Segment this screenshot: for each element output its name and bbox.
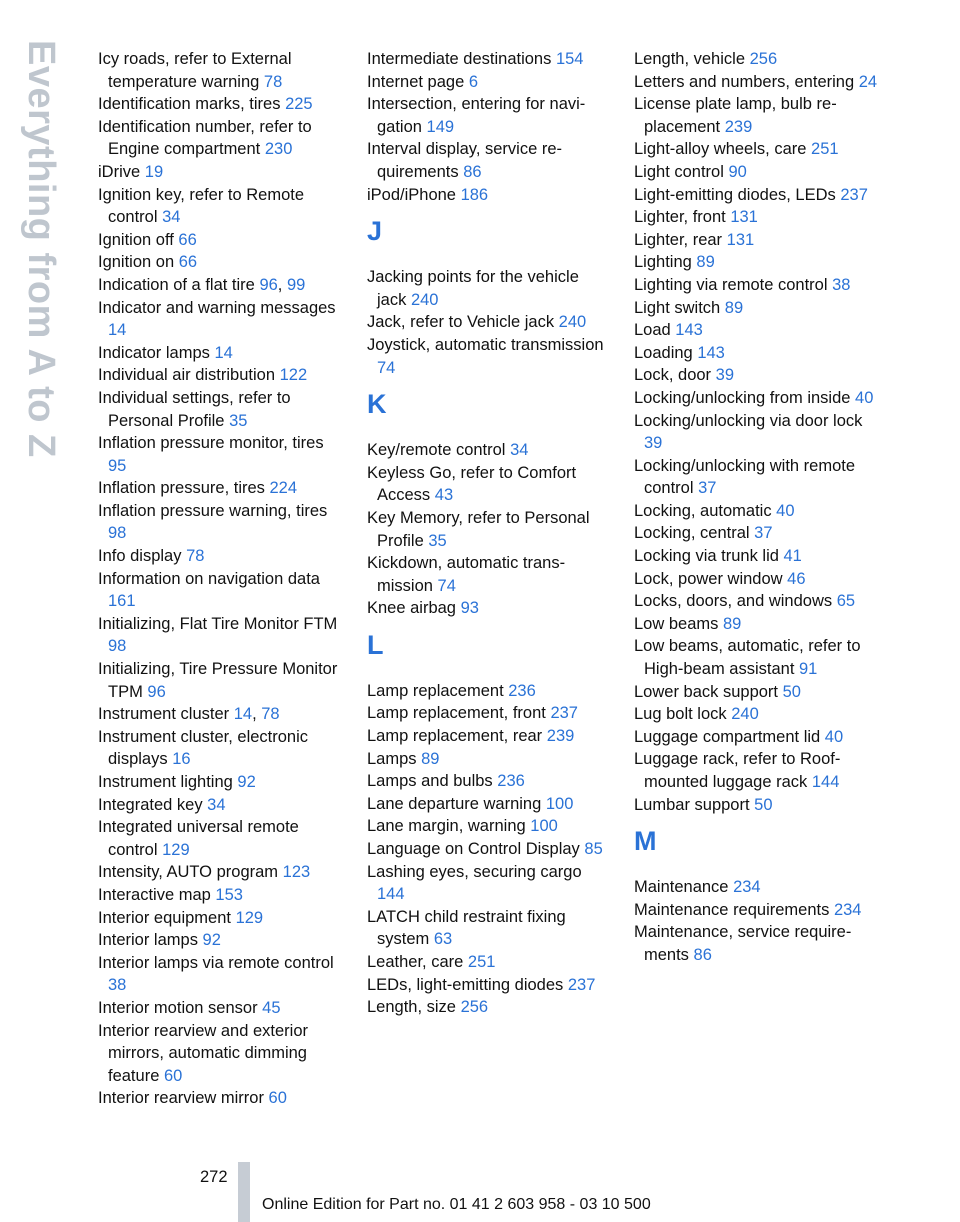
page-ref-link[interactable]: 144 (377, 885, 405, 904)
index-entry (98, 613, 343, 658)
index-term: Intermediate destinations (367, 50, 556, 68)
page-ref-link[interactable]: 14 (108, 321, 127, 340)
index-entry (98, 726, 343, 771)
index-entry (98, 93, 343, 116)
page-ref-link[interactable]: 93 (460, 599, 479, 618)
page-ref-link[interactable]: 92 (202, 931, 221, 950)
index-term: Loading (634, 343, 698, 362)
index-entry (367, 71, 612, 94)
index-entry (98, 568, 343, 613)
index-term: Inflation pressure monitor, tires (98, 434, 324, 453)
index-term: Lamp replacement, rear (367, 727, 547, 746)
index-term: Integrated key (98, 795, 208, 814)
index-term: Intensity, AUTO program (98, 863, 283, 882)
index-term: Information on navigation data (98, 569, 320, 588)
index-entry (98, 545, 343, 568)
page-ref-link[interactable]: 39 (644, 434, 663, 453)
page-ref-link[interactable]: 240 (731, 705, 759, 724)
page-ref-link[interactable]: 129 (162, 840, 190, 859)
page-ref-link[interactable]: 186 (460, 185, 489, 204)
index-term: Lashing eyes, securing cargo (367, 862, 582, 881)
index-term: Interior motion sensor (98, 998, 263, 1017)
page-ref-link[interactable]: 96 (259, 275, 278, 294)
page-ref-link[interactable]: 123 (282, 863, 311, 882)
page-ref-link[interactable]: 225 (285, 95, 313, 114)
page-ref-link[interactable]: 251 (811, 140, 839, 159)
page-ref-link[interactable]: 39 (715, 366, 734, 385)
index-term: Lighter, rear (634, 230, 727, 249)
index-term: Luggage rack, refer to Roof-mounted luggage rack (634, 750, 841, 791)
index-entry (98, 184, 343, 229)
index-term: Load (634, 321, 676, 340)
index-term: Icy roads, refer to External temperature warning (98, 50, 292, 91)
page-ref-link[interactable]: 98 (108, 637, 127, 656)
index-term: Length, size (367, 998, 461, 1017)
index-term: Locking/unlocking via door lock (634, 411, 863, 430)
page-ref-link[interactable]: 239 (546, 727, 575, 746)
index-entry (98, 794, 343, 817)
index-entry (634, 229, 879, 252)
index-column-3 (634, 48, 879, 967)
page-ref-link[interactable]: 92 (237, 773, 256, 791)
index-entry (634, 206, 879, 229)
page-ref-link[interactable]: 34 (207, 795, 226, 814)
index-term: LEDs, light-emitting diodes (367, 975, 568, 994)
page-ref-link[interactable]: 40 (776, 501, 795, 520)
index-term: Intersection, entering for navigation (367, 95, 586, 136)
page-ref-link[interactable]: 14 (233, 705, 253, 724)
page-ref-link[interactable]: 154 (555, 50, 584, 68)
index-entry (367, 680, 612, 703)
index-term: Jacking points for the vehicle jack (367, 268, 579, 309)
index-term: Locking, automatic (634, 501, 777, 520)
index-entry (367, 266, 612, 311)
page-ref-link[interactable]: 38 (108, 976, 127, 995)
page-ref-link[interactable]: 161 (108, 592, 136, 611)
index-entry (367, 93, 612, 138)
index-term: Locking, central (634, 524, 755, 543)
page-ref-link[interactable]: 86 (463, 162, 482, 181)
page-ref-link[interactable]: 237 (567, 975, 596, 994)
index-entry (634, 921, 879, 966)
page-number: 272 (200, 1168, 228, 1186)
index-entry (367, 748, 612, 771)
page-ref-link[interactable]: 251 (467, 953, 496, 971)
page-ref-link[interactable]: 100 (530, 817, 558, 836)
page-ref-link[interactable]: 240 (410, 290, 439, 309)
page-ref-link[interactable]: 153 (215, 885, 243, 904)
page-ref-link[interactable]: 98 (108, 524, 127, 543)
section-letter-heading: L (367, 629, 384, 660)
index-entry (98, 364, 343, 387)
index-entry (98, 1087, 343, 1110)
index-entry (367, 838, 612, 861)
index-entry (98, 771, 343, 794)
index-term: Knee airbag (367, 599, 461, 618)
index-entry (634, 635, 879, 680)
index-entry (634, 726, 879, 749)
index-entry (634, 455, 879, 500)
index-term: Locking/unlocking with remote control (634, 456, 856, 498)
index-entry (98, 997, 343, 1020)
index-term: Info display (98, 547, 187, 566)
section-letter-heading: K (367, 389, 387, 420)
index-term: Interior lamps via remote control (98, 953, 334, 972)
index-entry (367, 770, 612, 793)
page-ref-link[interactable]: 35 (428, 531, 447, 550)
page-ref-link[interactable]: 240 (558, 313, 587, 332)
page-ref-link[interactable]: 74 (377, 358, 396, 377)
index-term: License plate lamp, bulb replacement (634, 95, 837, 136)
index-term: Ignition off (98, 230, 179, 249)
page-ref-link[interactable]: 45 (262, 998, 281, 1017)
index-term: Individual air distribution (98, 366, 280, 385)
index-entry (367, 507, 612, 552)
index-term: Lamp replacement (367, 681, 509, 700)
index-term: LATCH child restraint fixing system (367, 907, 566, 949)
page-ref-link[interactable]: 6 (468, 72, 479, 91)
page-ref-link[interactable]: 230 (264, 140, 293, 159)
index-term: Individual settings, refer to Personal Profile (98, 388, 291, 430)
page-ref-link[interactable]: 236 (497, 772, 525, 791)
index-entry (367, 462, 612, 507)
index-entry (367, 311, 612, 334)
index-term: Internet page (367, 72, 469, 91)
page-ref-link[interactable]: 234 (733, 878, 761, 897)
index-entry (634, 71, 879, 94)
index-entry (634, 251, 879, 274)
index-entry (367, 334, 612, 379)
index-entry (98, 477, 343, 500)
page-ref-link[interactable]: 43 (434, 486, 454, 505)
index-term: Light-emitting diodes, LEDs (634, 185, 841, 204)
page-ref-link[interactable]: 50 (782, 682, 801, 701)
index-entry (634, 274, 879, 297)
page-ref-link[interactable]: 65 (836, 592, 856, 611)
page-ref-link[interactable]: 131 (730, 208, 758, 227)
page-ref-link[interactable]: 89 (421, 749, 440, 768)
index-entry (367, 815, 612, 838)
page-ref-link[interactable]: 86 (693, 945, 712, 964)
index-entry (367, 48, 612, 71)
index-term: Initializing, Tire Pressure Monitor TPM (98, 660, 338, 701)
index-entry (98, 703, 343, 726)
page-ref-link[interactable]: 19 (144, 162, 164, 181)
index-term: Lane margin, warning (367, 817, 531, 836)
index-term: Interior rearview mirror (98, 1089, 269, 1108)
index-entry (634, 703, 879, 726)
index-entry (634, 319, 879, 342)
index-entry (98, 161, 343, 184)
index-term: Maintenance (634, 878, 734, 897)
index-term: Language on Control Display (367, 840, 585, 859)
index-term: Lumbar support (634, 795, 755, 814)
page-ref-link[interactable]: 96 (147, 682, 166, 701)
index-term: Low beams (634, 614, 723, 633)
index-column-2 (367, 48, 612, 1019)
index-entry (367, 974, 612, 997)
index-entry (98, 432, 343, 477)
page-ref-link[interactable]: 66 (178, 253, 198, 272)
index-term: Lane departure warning (367, 794, 546, 813)
page-ref-link[interactable]: 46 (787, 569, 806, 588)
index-term: Interior lamps (98, 931, 203, 950)
index-term: Ignition key, refer to Remote control (98, 185, 305, 227)
page-ref-link[interactable]: 129 (235, 908, 264, 927)
index-entry (634, 138, 879, 161)
index-term: Low beams, automatic, refer to High-beam assistant (634, 637, 861, 679)
page-ref-link[interactable]: 149 (426, 117, 455, 136)
index-entry (634, 161, 879, 184)
index-term: iDrive (98, 162, 145, 181)
side-title-text: Everything from A to Z (20, 40, 62, 458)
index-entry (634, 794, 879, 817)
page-ref-link[interactable]: 237 (550, 704, 578, 723)
index-term: Lock, power window (634, 569, 788, 588)
index-entry (634, 342, 879, 365)
index-term: Locking/unlocking from inside (634, 388, 856, 407)
page-ref-link[interactable]: 60 (163, 1066, 183, 1085)
index-term: Lamp replacement, front (367, 704, 551, 723)
index-term: Light-alloy wheels, care (634, 140, 812, 159)
page-ref-link[interactable]: 50 (754, 795, 773, 814)
index-term: Locking via trunk lid (634, 547, 784, 566)
page-ref-link[interactable]: 224 (269, 479, 298, 498)
index-term: Joystick, automatic transmission (367, 335, 604, 354)
index-term: Ignition on (98, 253, 179, 272)
index-entry (367, 439, 612, 462)
side-section-title (0, 0, 64, 1222)
index-entry (98, 116, 343, 161)
section-letter-heading: M (634, 826, 657, 857)
page-ref-link[interactable]: 143 (675, 321, 703, 340)
index-term: Initializing, Flat Tire Monitor FTM (98, 614, 338, 633)
index-entry (634, 876, 879, 899)
index-term: Indicator lamps (98, 343, 215, 362)
index-entry (98, 658, 343, 703)
index-column-1 (98, 48, 343, 1110)
index-term: Lower back support (634, 682, 783, 701)
index-entry (98, 884, 343, 907)
index-term: Inflation pressure, tires (98, 479, 270, 498)
index-term: Maintenance requirements (634, 900, 834, 919)
index-term: Integrated universal remote control (98, 818, 299, 859)
index-term: Indicator and warning messages (98, 298, 336, 317)
page-ref-link[interactable]: 237 (840, 185, 868, 204)
section-letter-heading: J (367, 216, 383, 247)
index-entry (98, 1020, 343, 1088)
page-ref-link[interactable]: 78 (263, 72, 283, 91)
index-entry (98, 274, 343, 297)
index-entry (367, 996, 612, 1019)
page-ref-link[interactable]: 99 (286, 275, 306, 294)
index-term: Kickdown, automatic transmission (367, 554, 566, 595)
page-ref-link[interactable]: 34 (510, 441, 529, 460)
page-ref-link[interactable]: 256 (460, 998, 489, 1017)
index-term: Interior equipment (98, 908, 236, 927)
page-ref-link[interactable]: 14 (214, 343, 233, 362)
index-entry (98, 297, 343, 342)
page-ref-link[interactable]: 236 (508, 681, 536, 700)
index-entry (634, 590, 879, 613)
index-entry (98, 229, 343, 252)
index-term: Key Memory, refer to Personal Profile (367, 508, 590, 550)
index-entry (98, 342, 343, 365)
index-entry (634, 297, 879, 320)
ref-separator: , (252, 705, 262, 724)
index-entry (98, 907, 343, 930)
index-term: Inflation pressure warning, tires (98, 501, 328, 520)
page-ref-link[interactable]: 239 (724, 117, 753, 136)
index-term: Lock, door (634, 366, 716, 385)
index-entry (634, 410, 879, 455)
index-entry (367, 138, 612, 183)
index-entry (634, 899, 879, 922)
index-term: Leather, care (367, 953, 468, 971)
index-term: Lighting via remote control (634, 275, 833, 294)
page-ref-link[interactable]: 131 (726, 230, 755, 249)
index-term: Instrument cluster, electronic displays (98, 727, 309, 769)
index-entry (634, 681, 879, 704)
page-ref-link[interactable]: 66 (178, 230, 197, 249)
index-entry (367, 951, 612, 974)
index-term: Lamps (367, 749, 422, 768)
index-entry (367, 184, 612, 207)
index-term: Length, vehicle (634, 50, 750, 68)
page-ref-link[interactable]: 41 (783, 547, 802, 566)
page-ref-link[interactable]: 24 (858, 72, 878, 91)
page-ref-link[interactable]: 89 (724, 298, 744, 317)
footer-bar (238, 1162, 250, 1222)
page-ref-link[interactable]: 256 (749, 50, 778, 68)
page-ref-link[interactable]: 35 (229, 411, 248, 430)
page-ref-link[interactable]: 143 (697, 343, 725, 362)
index-entry (634, 387, 879, 410)
page-ref-link[interactable]: 234 (833, 900, 862, 919)
index-term: Identification marks, tires (98, 95, 286, 114)
page-ref-link[interactable]: 95 (108, 456, 127, 475)
page-ref-link[interactable]: 90 (728, 162, 747, 181)
index-term: Lighter, front (634, 208, 731, 227)
index-term: iPod/iPhone (367, 185, 461, 204)
index-entry (367, 793, 612, 816)
index-entry (367, 552, 612, 597)
index-entry (367, 906, 612, 951)
page-ref-link[interactable]: 60 (268, 1089, 287, 1108)
page-ref-link[interactable]: 78 (186, 547, 205, 566)
index-entry (98, 816, 343, 861)
index-entry (634, 184, 879, 207)
index-term: Letters and numbers, entering (634, 72, 859, 91)
index-entry (634, 93, 879, 138)
index-entry (367, 702, 612, 725)
ref-separator: , (277, 275, 287, 294)
page-ref-link[interactable]: 78 (261, 705, 280, 724)
index-term: Indication of a flat tire (98, 275, 260, 294)
index-entry (367, 597, 612, 620)
index-entry (98, 251, 343, 274)
index-entry (634, 545, 879, 568)
index-entry (367, 861, 612, 906)
index-entry (634, 748, 879, 793)
index-term: Lug bolt lock (634, 705, 732, 724)
index-entry (367, 725, 612, 748)
index-term: Lighting (634, 253, 697, 272)
index-entry (98, 861, 343, 884)
page-ref-link[interactable]: 144 (811, 773, 840, 791)
page-ref-link[interactable]: 37 (754, 524, 773, 543)
page-ref-link[interactable]: 16 (172, 750, 191, 769)
index-term: Maintenance, service requirements (634, 923, 852, 964)
index-entry (98, 952, 343, 997)
page-ref-link[interactable]: 74 (437, 576, 456, 595)
page-ref-link[interactable]: 100 (545, 794, 574, 813)
page-ref-link[interactable]: 37 (698, 479, 717, 498)
page-ref-link[interactable]: 34 (162, 208, 181, 227)
index-term: Light control (634, 162, 729, 181)
index-entry (634, 613, 879, 636)
index-term: Instrument lighting (98, 773, 238, 791)
page-ref-link[interactable]: 122 (279, 366, 308, 385)
index-term: Keyless Go, refer to Comfort Access (367, 463, 577, 505)
index-term: Lamps and bulbs (367, 772, 498, 791)
page-ref-link[interactable]: 89 (722, 614, 742, 633)
index-term: Interactive map (98, 885, 216, 904)
index-term: Jack, refer to Vehicle jack (367, 313, 559, 332)
index-entry (634, 364, 879, 387)
index-term: Interval display, service requirements (367, 140, 563, 181)
index-entry (634, 522, 879, 545)
index-term: Luggage compartment lid (634, 727, 825, 746)
page-ref-link[interactable]: 40 (855, 388, 874, 407)
index-entry (634, 48, 879, 71)
index-entry (634, 568, 879, 591)
index-term: Key/remote control (367, 441, 511, 460)
page-ref-link[interactable]: 91 (799, 660, 818, 679)
index-entry (98, 387, 343, 432)
page-ref-link[interactable]: 40 (824, 727, 844, 746)
index-entry (634, 500, 879, 523)
index-entry (98, 929, 343, 952)
index-entry (98, 500, 343, 545)
page-ref-link[interactable]: 63 (433, 930, 453, 949)
index-term: Instrument cluster (98, 705, 234, 724)
index-term: Locks, doors, and windows (634, 592, 837, 611)
page-ref-link[interactable]: 38 (832, 275, 851, 294)
footer-edition-text: Online Edition for Part no. 01 41 2 603 958 - 03 10 500 (262, 1196, 651, 1213)
index-term: Identification number, refer to Engine compartment (98, 117, 312, 159)
index-term: Interior rearview and exterior mirrors, automatic dimming feature (98, 1021, 309, 1085)
index-entry (98, 48, 343, 93)
page-ref-link[interactable]: 89 (696, 253, 715, 272)
page-ref-link[interactable]: 85 (584, 840, 603, 859)
index-term: Light switch (634, 298, 725, 317)
